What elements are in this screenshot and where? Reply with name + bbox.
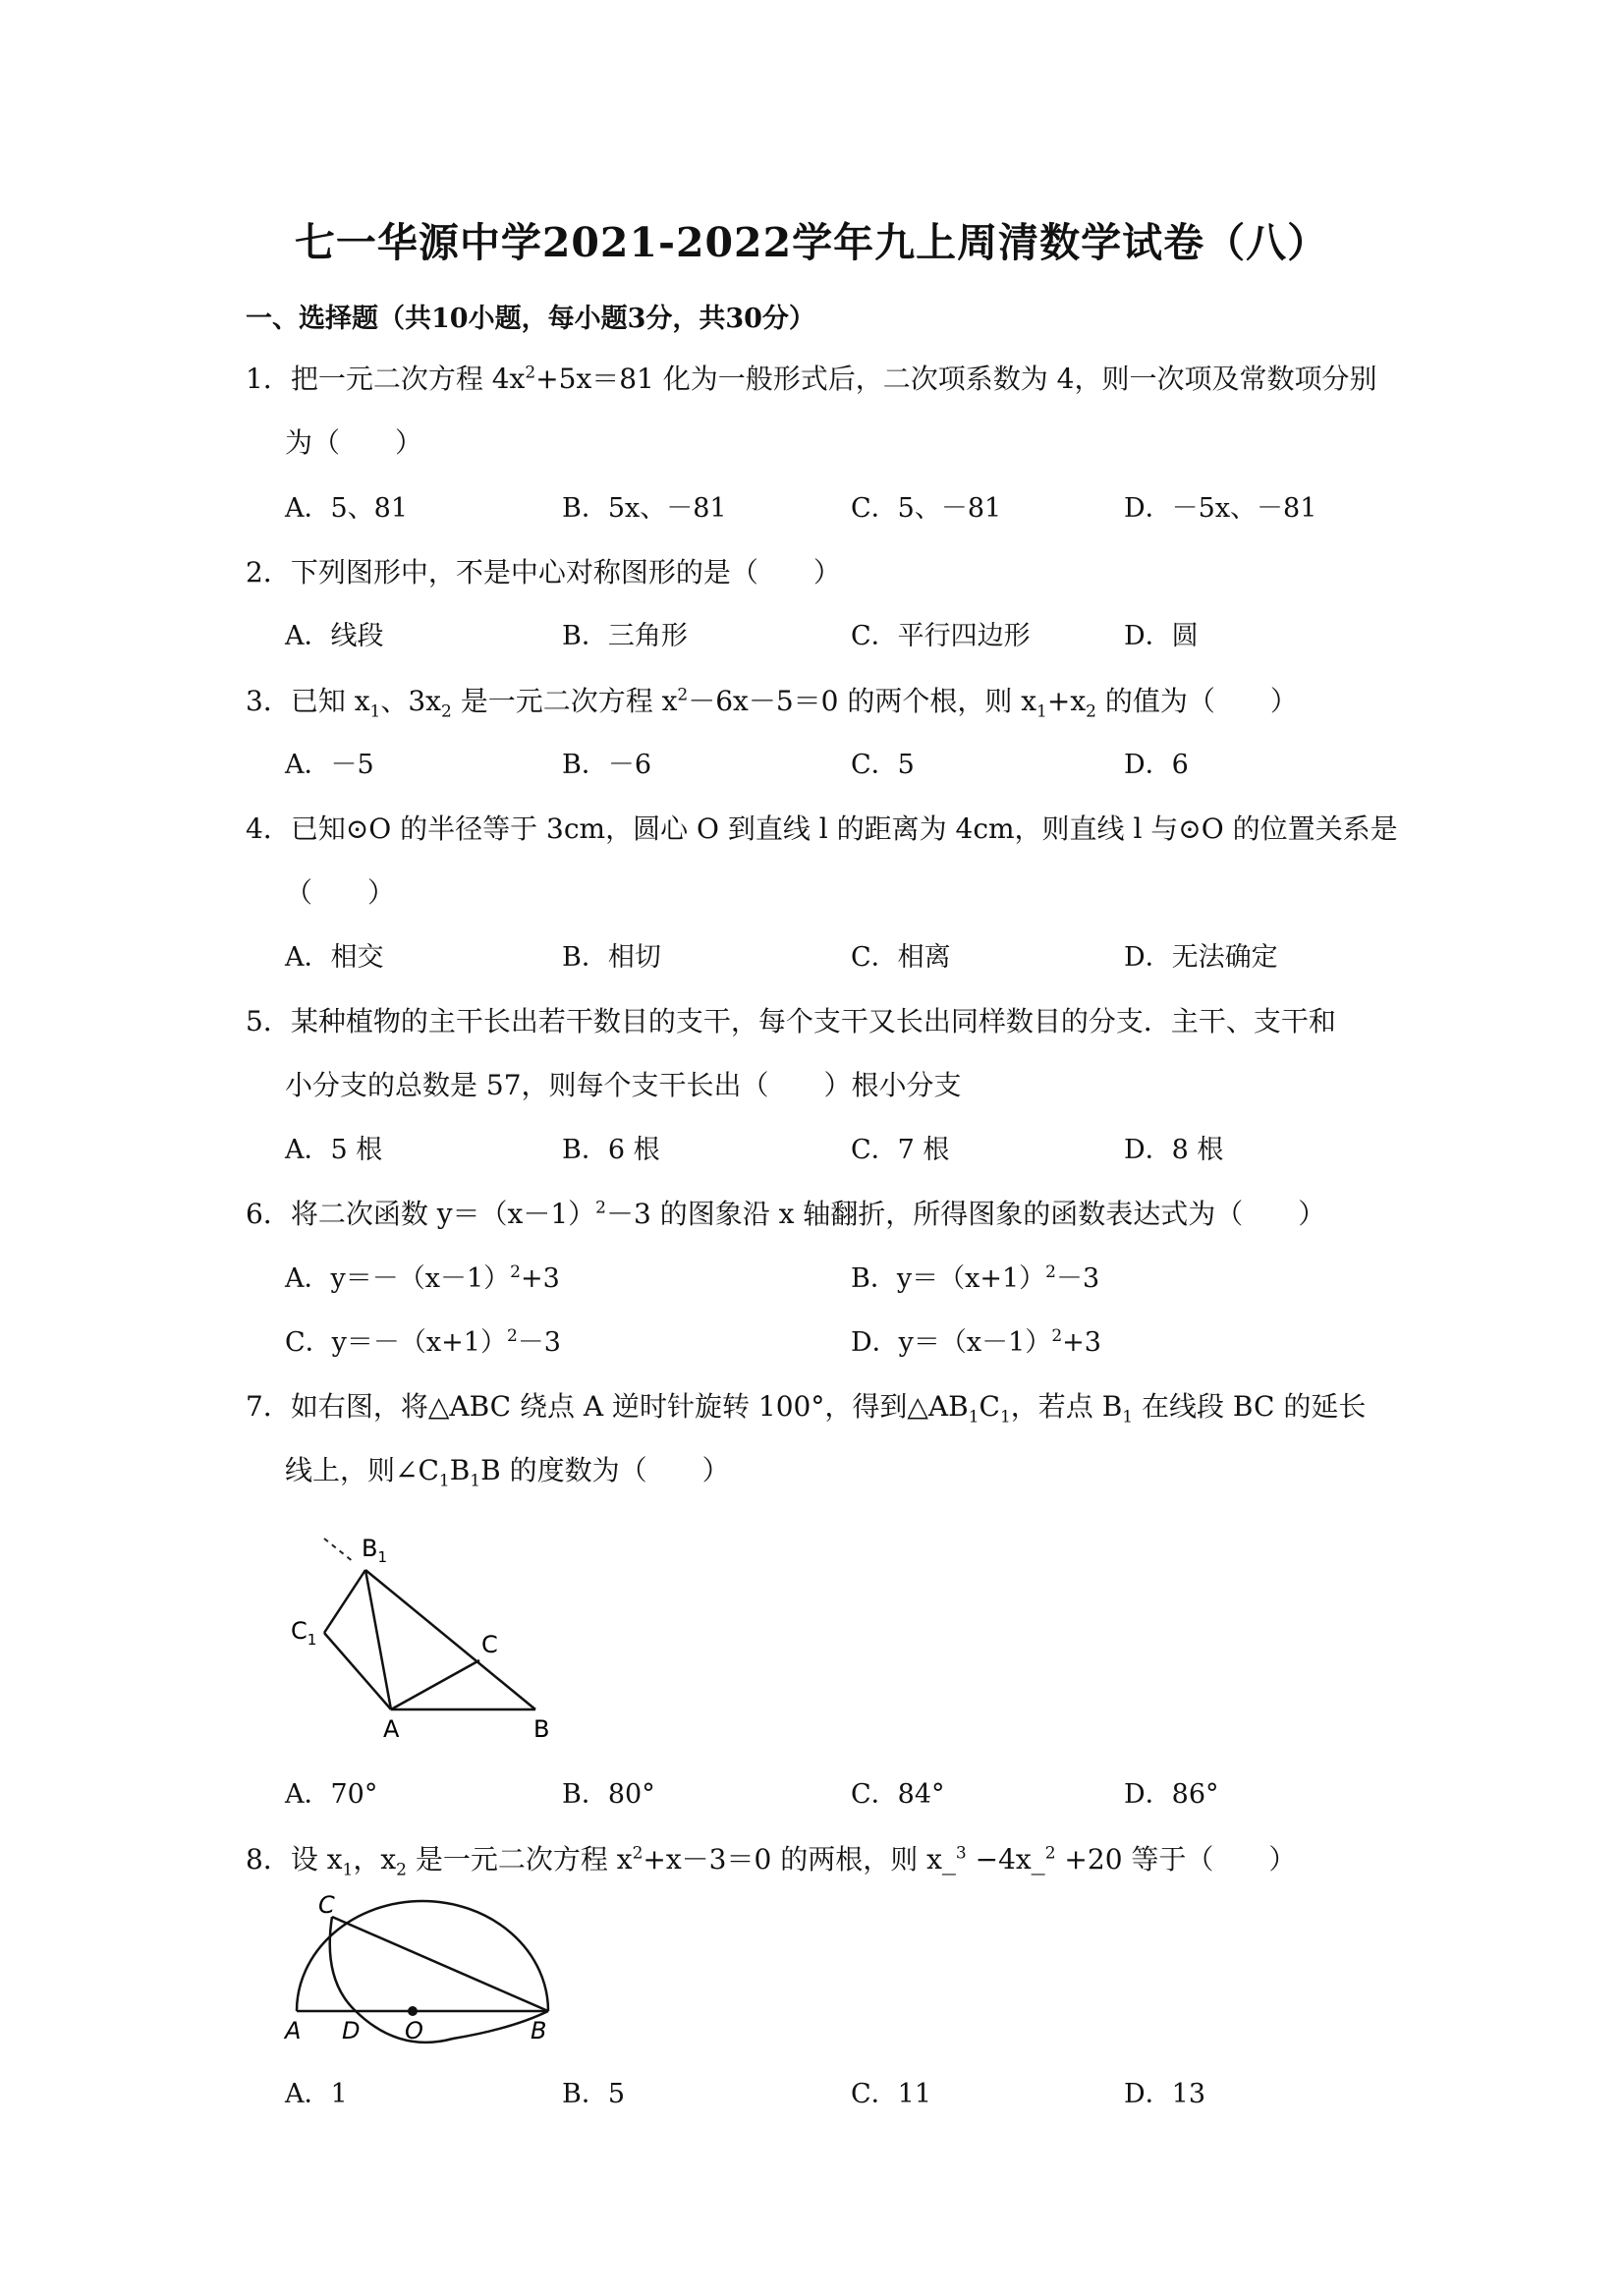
option-d[interactable]: D．8 根: [1124, 1135, 1224, 1165]
option-d[interactable]: D．圆: [1124, 621, 1199, 651]
label-b: B: [531, 2017, 547, 2044]
option-text: A．y＝－（x－1）: [285, 1263, 511, 1294]
option-b[interactable]: B．5: [562, 2079, 626, 2109]
option-b[interactable]: B．80°: [562, 1779, 655, 1810]
question-text: 、3x: [380, 685, 441, 717]
question-5-line2: 小分支的总数是 57，则每个支干长出（ ）根小分支: [285, 1069, 962, 1101]
rotation-triangle-figure: [285, 1523, 570, 1744]
option-text: D．y＝（x－1）: [851, 1327, 1052, 1358]
question-1: [246, 360, 1377, 399]
question-number: 3．: [246, 685, 291, 717]
segment-c1-a: [324, 1633, 391, 1709]
option-a[interactable]: [285, 1260, 560, 1299]
question-text: −4x_: [966, 1843, 1045, 1876]
question-text: 的值为（ ）: [1095, 685, 1298, 717]
option-text: －3: [1055, 1263, 1100, 1294]
subscript: 1: [438, 1471, 450, 1491]
exponent: 2: [677, 685, 689, 705]
question-text: ，若点 B: [1010, 1390, 1123, 1423]
question-text: 已知⊙O 的半径等于 3cm，圆心 O 到直线 l 的距离为 4cm，则直线 l 与⊙O 的位置关系是: [290, 812, 1398, 845]
option-text: +3: [521, 1263, 560, 1294]
subscript: 1: [968, 1407, 979, 1428]
option-b[interactable]: B．6 根: [562, 1135, 660, 1165]
option-a[interactable]: A．线段: [285, 621, 384, 651]
question-number: 7．: [246, 1390, 291, 1423]
option-b[interactable]: [851, 1260, 1099, 1299]
exponent: 2: [1044, 1843, 1056, 1864]
option-c[interactable]: C．5、－81: [851, 493, 1002, 524]
question-text: 在线段 BC 的延长: [1133, 1390, 1367, 1423]
question-text: 把一元二次方程 4x: [290, 363, 526, 395]
option-c[interactable]: C．11: [851, 2079, 932, 2109]
question-6: [246, 1195, 1325, 1234]
exponent: 2: [595, 1198, 606, 1218]
question-text: 线上，则∠C: [285, 1454, 439, 1486]
option-c[interactable]: C．相离: [851, 942, 951, 973]
label-d: D: [342, 2017, 361, 2044]
label-c1: $C_1$: [291, 1617, 317, 1649]
subscript: 1: [470, 1471, 481, 1491]
option-text: C．y＝－（x+1）: [285, 1327, 507, 1358]
question-5: [246, 1002, 1336, 1041]
question-text: C: [979, 1390, 1000, 1423]
question-7-line2: [285, 1451, 730, 1490]
subscript: 1: [342, 1860, 354, 1880]
label-c: C: [318, 1891, 335, 1919]
exponent: 2: [1045, 1262, 1056, 1282]
exponent: 2: [525, 363, 536, 383]
option-c[interactable]: C．7 根: [851, 1135, 950, 1165]
question-text: －3 的图象沿 x 轴翻折，所得图象的函数表达式为（ ）: [605, 1198, 1326, 1230]
option-a[interactable]: A．5 根: [285, 1135, 383, 1165]
question-text: －6x－5＝0 的两个根，则 x: [688, 685, 1037, 717]
option-c[interactable]: C．平行四边形: [851, 621, 1031, 651]
question-text: ，x: [353, 1843, 397, 1876]
question-text: 将二次函数 y＝（x－1）: [290, 1198, 596, 1230]
question-text: 某种植物的主干长出若干数目的支干，每个支干又长出同样数目的分支．主干、支干和: [290, 1005, 1336, 1037]
option-text: B．y＝（x+1）: [851, 1263, 1046, 1294]
subscript: 2: [440, 701, 452, 722]
option-b[interactable]: B．相切: [562, 942, 661, 973]
question-text: +x: [1046, 685, 1087, 717]
exponent: 2: [510, 1262, 521, 1282]
question-text: +5x＝81 化为一般形式后，二次项系数为 4，则一次项及常数项分别: [535, 363, 1377, 395]
question-4-line2: （ ）: [285, 876, 396, 909]
exponent: 2: [1051, 1326, 1063, 1346]
extension-dash: [324, 1539, 354, 1562]
label-a: A: [285, 2017, 302, 2044]
option-d[interactable]: D．无法确定: [1124, 942, 1278, 973]
question-text: +x－3＝0 的两根，则 x_: [643, 1843, 956, 1876]
segment-b1-b: [365, 1570, 535, 1709]
subscript: 1: [999, 1407, 1011, 1428]
option-c[interactable]: [285, 1323, 561, 1363]
question-number: 1．: [246, 363, 291, 395]
question-text: 如右图，将△ABC 绕点 A 逆时针旋转 100°，得到△AB: [290, 1390, 969, 1423]
subscript: 1: [1122, 1407, 1134, 1428]
label-b1: $B_1$: [362, 1535, 388, 1566]
subscript: 1: [369, 701, 381, 722]
option-text: －3: [517, 1327, 561, 1358]
option-d[interactable]: D．86°: [1124, 1779, 1219, 1810]
question-text: B 的度数为（ ）: [480, 1454, 730, 1486]
label-b: B: [533, 1715, 550, 1743]
question-number: 2．: [246, 556, 291, 588]
option-a[interactable]: A．70°: [285, 1779, 378, 1810]
segment-b1-a: [365, 1570, 391, 1709]
option-b[interactable]: B．－6: [562, 750, 652, 780]
question-text: 是一元二次方程 x: [406, 1843, 633, 1876]
label-a: A: [383, 1715, 400, 1743]
question-3: [246, 682, 1298, 721]
question-text: 已知 x: [290, 685, 370, 717]
option-b[interactable]: B．三角形: [562, 621, 688, 651]
question-text: 下列图形中，不是中心对称图形的是（ ）: [290, 556, 841, 588]
center-point: [408, 2006, 418, 2016]
question-text: 设 x: [290, 1843, 343, 1876]
question-text: B: [449, 1454, 471, 1486]
question-number: 8．: [246, 1843, 291, 1876]
option-d[interactable]: D．13: [1124, 2079, 1206, 2109]
question-8: [246, 1840, 1296, 1879]
option-a[interactable]: A．5、81: [285, 493, 409, 524]
question-2: [246, 553, 841, 592]
semicircle-figure: [281, 1891, 566, 2048]
option-d[interactable]: D．－5x、－81: [1124, 493, 1317, 524]
question-number: 6．: [246, 1198, 291, 1230]
label-o: O: [405, 2017, 423, 2044]
question-number: 4．: [246, 812, 291, 845]
question-text: 是一元二次方程 x: [451, 685, 678, 717]
option-a[interactable]: A．1: [285, 2079, 348, 2109]
label-c: C: [481, 1631, 498, 1658]
question-4: [246, 810, 1398, 849]
section-heading: 一、选择题（共10小题，每小题3分，共30分）: [246, 304, 815, 334]
option-c[interactable]: C．5: [851, 750, 915, 780]
chord-cb: [332, 1917, 548, 2011]
option-a[interactable]: A．相交: [285, 942, 384, 973]
subscript: 2: [1086, 701, 1096, 722]
question-1-line2: 为（ ）: [285, 426, 423, 459]
exponent: 2: [506, 1326, 518, 1346]
option-d[interactable]: [851, 1323, 1101, 1363]
exponent: 3: [955, 1843, 967, 1864]
option-b[interactable]: B．5x、－81: [562, 493, 727, 524]
question-text: +20 等于（ ）: [1055, 1843, 1297, 1876]
option-text: +3: [1062, 1327, 1101, 1358]
option-a[interactable]: A．－5: [285, 750, 374, 780]
option-d[interactable]: D．6: [1124, 750, 1189, 780]
segment-b1-c1: [324, 1570, 365, 1633]
exponent: 2: [632, 1843, 644, 1864]
question-number: 5．: [246, 1005, 291, 1037]
subscript: 1: [1036, 701, 1047, 722]
subscript: 2: [396, 1860, 407, 1880]
page-title: 七一华源中学2021-2022学年九上周清数学试卷（八）: [294, 219, 1329, 266]
option-c[interactable]: C．84°: [851, 1779, 945, 1810]
question-7: [246, 1387, 1366, 1427]
segment-a-c: [391, 1660, 479, 1709]
